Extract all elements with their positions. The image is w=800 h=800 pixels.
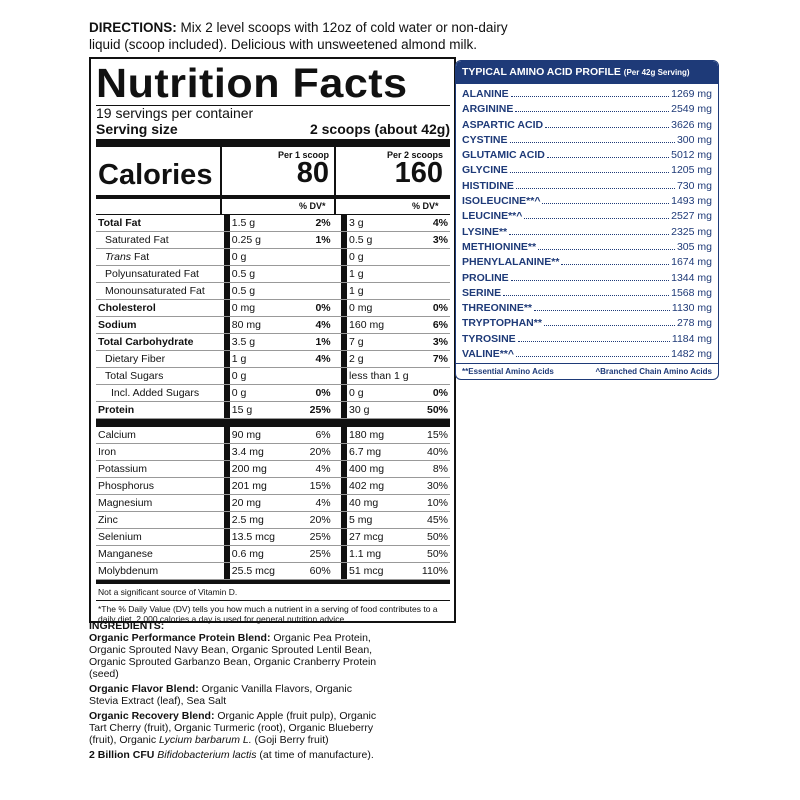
col2-dv: 50% <box>415 402 450 419</box>
amino-name: GLUTAMIC ACID <box>462 149 545 162</box>
amino-name: LYSINE** <box>462 225 508 238</box>
col2-amount: 0.5 g <box>347 232 415 249</box>
gap <box>333 461 341 478</box>
gap <box>333 232 341 249</box>
nutrient-label-text: Protein <box>98 404 135 416</box>
col1-amount: 90 mg <box>230 427 298 444</box>
col2-dv: 50% <box>415 546 450 563</box>
gap <box>333 300 341 317</box>
nutrient-row <box>96 300 450 317</box>
calories-row <box>96 147 450 195</box>
nutrient-row <box>96 283 450 300</box>
directions-text: Mix 2 level scoops with 12oz of cold water or non-dairy liquid (scoop included). Delicious with unsweetened almond milk. <box>89 20 508 52</box>
column-divider <box>334 199 336 214</box>
amino-row <box>462 195 712 210</box>
column-divider <box>334 147 336 195</box>
col2-dv: 10% <box>415 495 450 512</box>
col1-dv: 1% <box>298 334 333 351</box>
col2-amount: 2 g <box>347 351 415 368</box>
amino-name: ALANINE <box>462 88 509 100</box>
gap <box>333 249 341 266</box>
col2-amount: 0 g <box>347 249 415 266</box>
col2-amount: 7 g <box>347 334 415 351</box>
ingredient-tail: (at time of manufacture). <box>256 749 374 761</box>
mineral-row <box>96 512 450 529</box>
mineral-row <box>96 495 450 512</box>
gap <box>333 317 341 334</box>
amino-row <box>462 210 712 225</box>
dot-leader <box>516 188 675 189</box>
col1-dv <box>298 283 333 300</box>
col1-amount: 3.5 g <box>230 334 298 351</box>
amino-value: 5012 mg <box>671 149 712 162</box>
amino-row <box>462 302 712 317</box>
amino-row <box>462 317 712 332</box>
amino-acid-list <box>456 84 718 363</box>
ingredient-text: Organic Pea Protein, Organic Sprouted Navy Bean, Organic Sprouted Lentil Bean, Organic Sprouted Garbanzo Bean, Organic Cranberry Protein (seed) <box>89 632 377 680</box>
amino-name: METHIONINE** <box>462 240 537 253</box>
col1-dv: 20% <box>298 512 333 529</box>
col1-heading: Per 1 scoop <box>277 150 329 160</box>
mineral-label: Phosphorus <box>96 478 224 495</box>
amino-value: 2325 mg <box>671 225 712 238</box>
col2-dv: 3% <box>415 334 450 351</box>
amino-name: ISOLEUCINE**^ <box>462 195 541 208</box>
calories-label: Calories <box>98 159 213 191</box>
ingredient-item <box>89 632 379 680</box>
dot-leader <box>547 157 669 158</box>
col2-dv: 110% <box>415 563 450 580</box>
col1-dv: 25% <box>298 402 333 419</box>
col2-amount: 6.7 mg <box>347 444 415 461</box>
dot-leader <box>561 264 669 265</box>
col2-dv: 0% <box>415 300 450 317</box>
nutrient-label <box>96 368 224 385</box>
mineral-row <box>96 444 450 461</box>
amino-title: TYPICAL AMINO ACID PROFILE <box>462 66 621 78</box>
nutrient-row <box>96 334 450 351</box>
amino-name: LEUCINE**^ <box>462 210 523 223</box>
ingredient-head: Organic Recovery Blend: <box>89 710 215 722</box>
col2-dv <box>415 368 450 385</box>
col2-amount: 0 g <box>347 385 415 402</box>
amino-name: PHENYLALANINE** <box>462 256 560 269</box>
col2-dv: 8% <box>415 461 450 478</box>
col2-amount: 1 g <box>347 266 415 283</box>
nutrient-row <box>96 368 450 385</box>
mineral-row <box>96 546 450 563</box>
col2-amount: 5 mg <box>347 512 415 529</box>
nutrient-row <box>96 351 450 368</box>
col2-dv: 15% <box>415 427 450 444</box>
bcaa-legend: ^Branched Chain Amino Acids <box>595 367 712 376</box>
gap <box>333 529 341 546</box>
nutrient-label <box>96 215 224 232</box>
ingredient-italic: Bifidobacterium lactis <box>157 749 257 761</box>
ingredient-item <box>89 710 379 746</box>
col2-amount: 30 g <box>347 402 415 419</box>
col1-dv <box>298 368 333 385</box>
amino-name: VALINE**^ <box>462 348 515 361</box>
amino-name: TRYPTOPHAN** <box>462 317 542 330</box>
col1-amount: 0 g <box>230 368 298 385</box>
col2-heading: Per 2 scoops <box>386 150 443 160</box>
gap <box>333 402 341 419</box>
col2-amount: 27 mcg <box>347 529 415 546</box>
gap <box>333 266 341 283</box>
col1-dv <box>298 266 333 283</box>
mineral-row <box>96 563 450 580</box>
directions-label: DIRECTIONS: <box>89 20 177 35</box>
col1-dv: 4% <box>298 495 333 512</box>
thick-rule <box>96 419 450 427</box>
amino-row <box>462 134 712 149</box>
col1-amount: 25.5 mcg <box>230 563 298 580</box>
amino-name: ASPARTIC ACID <box>462 118 544 131</box>
col1-dv: 4% <box>298 351 333 368</box>
mineral-label: Magnesium <box>96 495 224 512</box>
col1-dv <box>298 249 333 266</box>
col2-dv: 45% <box>415 512 450 529</box>
amino-row <box>462 226 712 241</box>
amino-value: 278 mg <box>676 317 712 330</box>
dv-header-row <box>96 199 450 214</box>
nutrition-facts-panel <box>89 57 456 623</box>
amino-row <box>462 272 712 287</box>
mineral-label: Potassium <box>96 461 224 478</box>
amino-name: GLYCINE <box>462 164 508 177</box>
servings-per-container: 19 servings per container <box>96 105 254 121</box>
ingredient-head: 2 Billion CFU <box>89 749 155 761</box>
trans-prefix: Trans <box>105 251 132 263</box>
essential-legend: **Essential Amino Acids <box>462 367 554 376</box>
col2-dv: 50% <box>415 529 450 546</box>
gap <box>333 385 341 402</box>
amino-row <box>462 88 712 103</box>
amino-acid-panel <box>455 60 719 380</box>
dot-leader <box>516 356 669 357</box>
col1-amount: 80 mg <box>230 317 298 334</box>
nutrient-row <box>96 232 450 249</box>
nutrient-row <box>96 317 450 334</box>
col2-dv-label: % DV* <box>412 201 439 211</box>
nutrient-row <box>96 266 450 283</box>
ingredient-text: Organic Apple (fruit pulp), Organic Tart Cherry (fruit), Organic Turmeric (root), Organic Blueberry (fruit), Organic <box>89 710 377 746</box>
gap <box>333 563 341 580</box>
col2-amount: 51 mcg <box>347 563 415 580</box>
dot-leader <box>518 341 670 342</box>
ingredients-section <box>89 620 379 764</box>
serving-size-value: 2 scoops (about 42g) <box>309 121 450 137</box>
amino-row <box>462 164 712 179</box>
col2-amount: 3 g <box>347 215 415 232</box>
col2-amount: 1 g <box>347 283 415 300</box>
ingredient-item <box>89 683 379 707</box>
nutrient-table <box>96 215 450 419</box>
col1-amount: 3.4 mg <box>230 444 298 461</box>
amino-value: 2527 mg <box>671 210 712 223</box>
col2-dv: 6% <box>415 317 450 334</box>
col2-dv <box>415 266 450 283</box>
nutrient-label <box>96 334 224 351</box>
amino-row <box>462 180 712 195</box>
dot-leader <box>510 142 675 143</box>
gap <box>333 215 341 232</box>
nutrient-row <box>96 249 450 266</box>
dot-leader <box>544 325 675 326</box>
dot-leader <box>510 172 669 173</box>
mineral-row <box>96 427 450 444</box>
col1-amount: 15 g <box>230 402 298 419</box>
ingredient-head: Organic Performance Protein Blend: <box>89 632 271 644</box>
dot-leader <box>545 127 669 128</box>
amino-row <box>462 149 712 164</box>
directions <box>89 19 529 53</box>
nutrition-facts-title: Nutrition Facts <box>96 60 408 106</box>
gap <box>333 351 341 368</box>
col1-amount: 1.5 g <box>230 215 298 232</box>
dot-leader <box>511 280 669 281</box>
dot-leader <box>538 249 675 250</box>
amino-name: CYSTINE <box>462 133 508 146</box>
dot-leader <box>511 96 669 97</box>
column-divider <box>220 147 222 195</box>
col2-amount: 402 mg <box>347 478 415 495</box>
gap <box>333 495 341 512</box>
amino-row <box>462 287 712 302</box>
nutrient-label-text: Total Sugars <box>105 370 164 382</box>
nutrient-row <box>96 385 450 402</box>
ingredient-tail: (Goji Berry fruit) <box>251 734 329 746</box>
amino-acid-header <box>456 61 718 84</box>
serving-size-label: Serving size <box>96 121 178 137</box>
nutrient-label <box>96 317 224 334</box>
vitamin-d-note: Not a significant source of Vitamin D. <box>98 587 238 597</box>
dot-leader <box>509 234 669 235</box>
nutrient-label-text: Fat <box>133 251 150 263</box>
col2-amount: 40 mg <box>347 495 415 512</box>
col1-amount: 201 mg <box>230 478 298 495</box>
nutrient-label <box>96 266 224 283</box>
dot-leader <box>503 295 669 296</box>
gap <box>333 427 341 444</box>
nutrient-label <box>96 283 224 300</box>
dv-footnote: *The % Daily Value (DV) tells you how much a nutrient in a serving of food contributes to a daily diet. 2,000 calories a day is used for general nutrition advice. <box>98 604 438 624</box>
col1-dv: 0% <box>298 385 333 402</box>
thick-rule <box>96 139 450 147</box>
col1-amount: 0.6 mg <box>230 546 298 563</box>
col1-dv: 25% <box>298 546 333 563</box>
col1-dv: 2% <box>298 215 333 232</box>
gap <box>333 512 341 529</box>
amino-value: 1482 mg <box>671 348 712 361</box>
amino-value: 1184 mg <box>671 332 712 345</box>
col1-amount: 0 mg <box>230 300 298 317</box>
nutrient-label-text: Saturated Fat <box>105 234 169 246</box>
mineral-label: Zinc <box>96 512 224 529</box>
mineral-label: Iron <box>96 444 224 461</box>
mineral-label: Selenium <box>96 529 224 546</box>
nutrient-label-text: Sodium <box>98 319 137 331</box>
amino-row <box>462 119 712 134</box>
nutrient-label-text: Incl. Added Sugars <box>111 387 200 399</box>
amino-value: 305 mg <box>676 240 712 253</box>
amino-value: 1269 mg <box>671 88 712 100</box>
column-divider <box>220 199 222 214</box>
col1-amount: 0 g <box>230 249 298 266</box>
amino-name: HISTIDINE <box>462 179 514 192</box>
col1-amount: 0.25 g <box>230 232 298 249</box>
amino-value: 1205 mg <box>671 164 712 177</box>
col2-amount: 160 mg <box>347 317 415 334</box>
col1-amount: 0 g <box>230 385 298 402</box>
col1-dv: 6% <box>298 427 333 444</box>
ingredient-head: Organic Flavor Blend: <box>89 683 199 695</box>
nutrient-label <box>96 249 224 266</box>
amino-value: 3626 mg <box>671 118 712 131</box>
gap <box>333 368 341 385</box>
nutrient-label <box>96 402 224 419</box>
amino-value: 730 mg <box>676 179 712 192</box>
nutrient-label-text: Cholesterol <box>98 302 156 314</box>
gap <box>333 546 341 563</box>
gap <box>333 478 341 495</box>
gap <box>333 444 341 461</box>
col2-dv <box>415 283 450 300</box>
amino-value: 1674 mg <box>671 256 712 269</box>
nutrient-label-text: Polyunsaturated Fat <box>105 268 199 280</box>
col2-amount: less than 1 g <box>347 368 415 385</box>
col2-amount: 400 mg <box>347 461 415 478</box>
ingredient-italic: Lycium barbarum L. <box>159 734 252 746</box>
amino-value: 1568 mg <box>671 286 712 299</box>
amino-name: ARGININE <box>462 103 514 116</box>
mineral-label: Calcium <box>96 427 224 444</box>
mineral-row <box>96 461 450 478</box>
amino-name: SERINE <box>462 286 502 299</box>
amino-subtitle: (Per 42g Serving) <box>623 68 690 77</box>
col2-dv <box>415 249 450 266</box>
ingredients-title: INGREDIENTS: <box>89 620 165 632</box>
col1-calories: 80 <box>296 157 329 189</box>
dot-leader <box>534 310 670 311</box>
col2-amount: 180 mg <box>347 427 415 444</box>
gap <box>333 334 341 351</box>
amino-name: TYROSINE <box>462 332 516 345</box>
col1-dv: 4% <box>298 317 333 334</box>
col1-dv: 20% <box>298 444 333 461</box>
col1-dv: 15% <box>298 478 333 495</box>
gap <box>333 283 341 300</box>
nutrient-label <box>96 300 224 317</box>
col1-dv: 25% <box>298 529 333 546</box>
amino-row <box>462 333 712 348</box>
amino-row <box>462 103 712 118</box>
amino-value: 1344 mg <box>671 271 712 284</box>
col1-dv: 60% <box>298 563 333 580</box>
col1-amount: 2.5 mg <box>230 512 298 529</box>
col1-amount: 20 mg <box>230 495 298 512</box>
col2-dv: 0% <box>415 385 450 402</box>
mineral-row <box>96 529 450 546</box>
col2-dv: 7% <box>415 351 450 368</box>
dot-leader <box>542 203 669 204</box>
nutrient-label-text: Dietary Fiber <box>105 353 166 365</box>
amino-value: 1493 mg <box>671 195 712 208</box>
nutrient-label-text: Monounsaturated Fat <box>105 285 205 297</box>
nutrient-row <box>96 215 450 232</box>
amino-value: 1130 mg <box>671 302 712 315</box>
amino-name: THREONINE** <box>462 302 533 315</box>
nutrient-label <box>96 351 224 368</box>
dot-leader <box>524 218 669 219</box>
col1-amount: 200 mg <box>230 461 298 478</box>
col2-calories: 160 <box>394 157 443 189</box>
amino-name: PROLINE <box>462 271 509 284</box>
ingredient-item <box>89 749 379 761</box>
col2-amount: 0 mg <box>347 300 415 317</box>
col1-amount: 1 g <box>230 351 298 368</box>
mineral-row <box>96 478 450 495</box>
amino-row <box>462 241 712 256</box>
mineral-label: Molybdenum <box>96 563 224 580</box>
nutrient-label <box>96 385 224 402</box>
col1-dv-label: % DV* <box>299 201 326 211</box>
col1-amount: 0.5 g <box>230 283 298 300</box>
amino-row <box>462 348 712 363</box>
col1-dv: 4% <box>298 461 333 478</box>
nutrient-row <box>96 402 450 419</box>
ingredient-text: Organic Vanilla Flavors, Organic Stevia Extract (leaf), Sea Salt <box>89 683 352 707</box>
amino-row <box>462 256 712 271</box>
col2-dv: 40% <box>415 444 450 461</box>
dot-leader <box>515 111 669 112</box>
col1-amount: 13.5 mcg <box>230 529 298 546</box>
mineral-table <box>96 427 450 580</box>
col1-dv: 1% <box>298 232 333 249</box>
mineral-label: Manganese <box>96 546 224 563</box>
col1-amount: 0.5 g <box>230 266 298 283</box>
col2-dv: 4% <box>415 215 450 232</box>
amino-footer <box>456 363 718 379</box>
amino-value: 2549 mg <box>671 103 712 116</box>
col2-dv: 3% <box>415 232 450 249</box>
col1-dv: 0% <box>298 300 333 317</box>
col2-amount: 1.1 mg <box>347 546 415 563</box>
nutrient-label-text: Total Carbohydrate <box>98 336 194 348</box>
nutrient-label <box>96 232 224 249</box>
col2-dv: 30% <box>415 478 450 495</box>
serving-size-row <box>96 121 450 137</box>
amino-value: 300 mg <box>676 133 712 146</box>
nutrient-label-text: Total Fat <box>98 217 141 229</box>
